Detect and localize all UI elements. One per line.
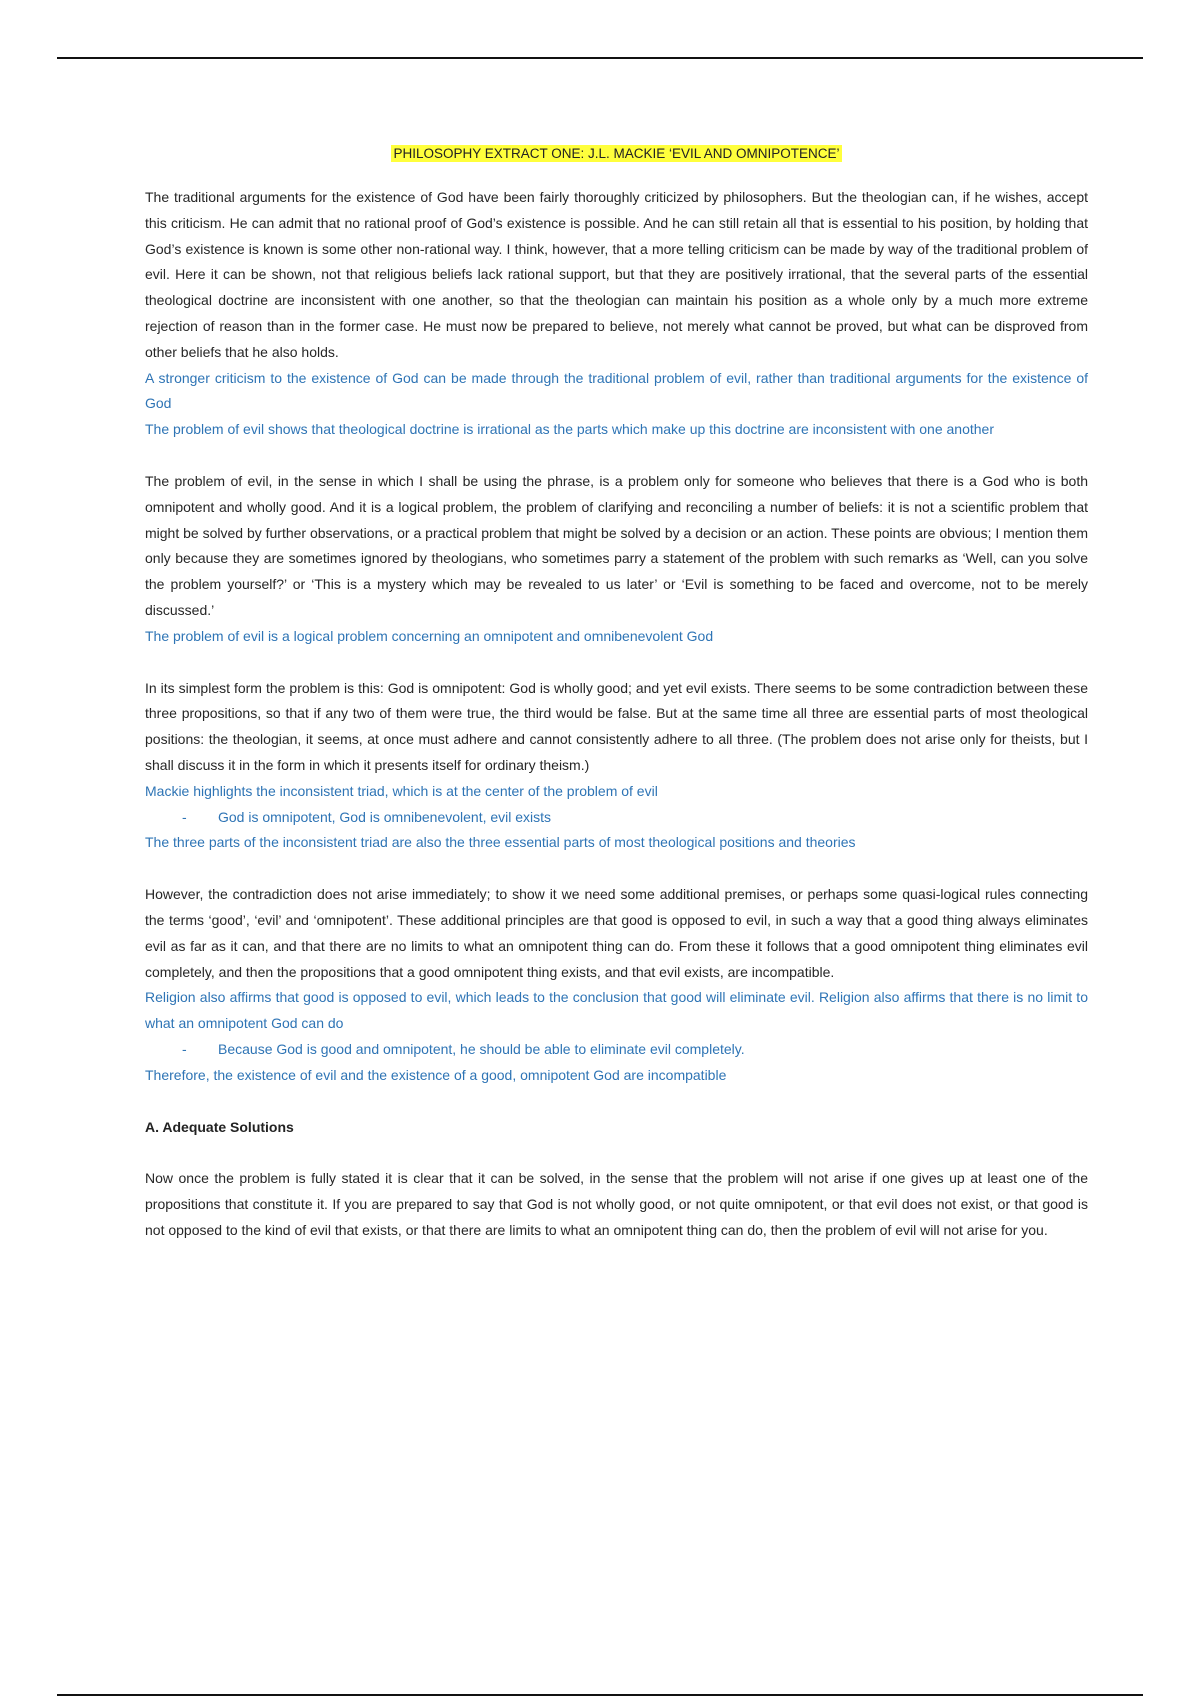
title-block <box>145 145 1088 163</box>
annotation-note: Mackie highlights the inconsistent triad, which is at the center of the problem of evil <box>145 782 658 799</box>
annotation-bullet-text: Because God is good and omnipotent, he should be able to eliminate evil completely. <box>218 1040 745 1057</box>
annotation-note: A stronger criticism to the existence of God can be made through the traditional problem of evil, rather than traditional arguments for the existence of God <box>145 369 1088 412</box>
bullet-dash: - <box>182 1040 187 1057</box>
extract-paragraph-4: However, the contradiction does not arise immediately; to show it we need some additional premises, or perhaps some quasi-logical rules connecting the terms ‘good’, ‘evil’ and ‘omnipotent’. These additional principles are that good is opposed to evil, in such a way that a good thing always eliminates evil as far as it can, and that there are no limits to what an omnipotent thing can do. From these it follows that a good omnipotent thing eliminates evil completely, and then the propositions that a good omnipotent thing exists, and that evil exists, are incompatible. <box>145 886 1088 980</box>
annotation-bullet-text: God is omnipotent, God is omnibenevolent, evil exists <box>218 808 552 825</box>
annotation-bullet <box>145 1037 1088 1063</box>
annotation-note: The three parts of the inconsistent triad are also the three essential parts of most theological positions and theories <box>145 834 856 851</box>
document-body <box>145 145 1088 1244</box>
footer-rule <box>57 1694 1143 1696</box>
annotation-note: The problem of evil is a logical problem concerning an omnipotent and omnibenevolent God <box>145 627 714 644</box>
page-title: PHILOSOPHY EXTRACT ONE: J.L. MACKIE ‘EVIL AND OMNIPOTENCE’ <box>393 146 840 161</box>
bullet-dash: - <box>182 808 187 825</box>
extract-paragraph-2: The problem of evil, in the sense in which I shall be using the phrase, is a problem only for someone who believes that there is a God who is both omnipotent and wholly good. And it is a logical problem, the problem of clarifying and reconciling a number of beliefs: it is not a scientific problem that might be solved by further observations, or a practical problem that might be solved by a decision or an action. These points are obvious; I mention them only because they are sometimes ignored by theologians, who sometimes parry a statement of the problem with such remarks as ‘Well, can you solve the problem yourself?’ or ‘This is a mystery which may be revealed to us later’ or ‘Evil is something to be faced and overcome, not to be merely discussed.’ <box>145 472 1088 618</box>
section-heading: A. Adequate Solutions <box>145 1118 294 1135</box>
extract-paragraph-1: The traditional arguments for the existence of God have been fairly thoroughly criticized by philosophers. But the theologian can, if he wishes, accept this criticism. He can admit that no rational proof of God’s existence is possible. And he can still retain all that is essential to his position, by holding that God’s existence is known is some other non-rational way. I think, however, that a more telling criticism can be made by way of the traditional problem of evil. Here it can be shown, not that religious beliefs lack rational support, but that they are positively irrational, that the several parts of the essential theological doctrine are inconsistent with one another, so that the theologian can maintain his position as a whole only by a much more extreme rejection of reason than in the former case. He must now be prepared to believe, not merely what cannot be proved, but what can be disproved from other beliefs that he also holds. <box>145 189 1088 360</box>
annotation-note: The problem of evil shows that theological doctrine is irrational as the parts which make up this doctrine are inconsistent with one another <box>145 421 995 438</box>
header-rule <box>57 57 1143 59</box>
annotation-note: Religion also affirms that good is opposed to evil, which leads to the conclusion that good will eliminate evil. Religion also affirms that there is no limit to what an omnipotent God can do <box>145 989 1088 1032</box>
annotation-note: Therefore, the existence of evil and the existence of a good, omnipotent God are incompatible <box>145 1066 727 1083</box>
extract-paragraph-3: In its simplest form the problem is this: God is omnipotent: God is wholly good; and yet evil exists. There seems to be some contradiction between these three propositions, so that if any two of them were true, the third would be false. But at the same time all three are essential parts of most theological positions: the theologian, it seems, at once must adhere and cannot consistently adhere to all three. (The problem does not arise only for theists, but I shall discuss it in the form in which it presents itself for ordinary theism.) <box>145 679 1088 773</box>
annotation-bullet <box>145 805 1088 831</box>
extract-paragraph-5: Now once the problem is fully stated it is clear that it can be solved, in the sense that the problem will not arise if one gives up at least one of the propositions that constitute it. If you are prepared to say that God is not wholly good, or not quite omnipotent, or that evil does not exist, or that good is not opposed to the kind of evil that exists, or that there are limits to what an omnipotent thing can do, then the problem of evil will not arise for you. <box>145 1170 1088 1238</box>
